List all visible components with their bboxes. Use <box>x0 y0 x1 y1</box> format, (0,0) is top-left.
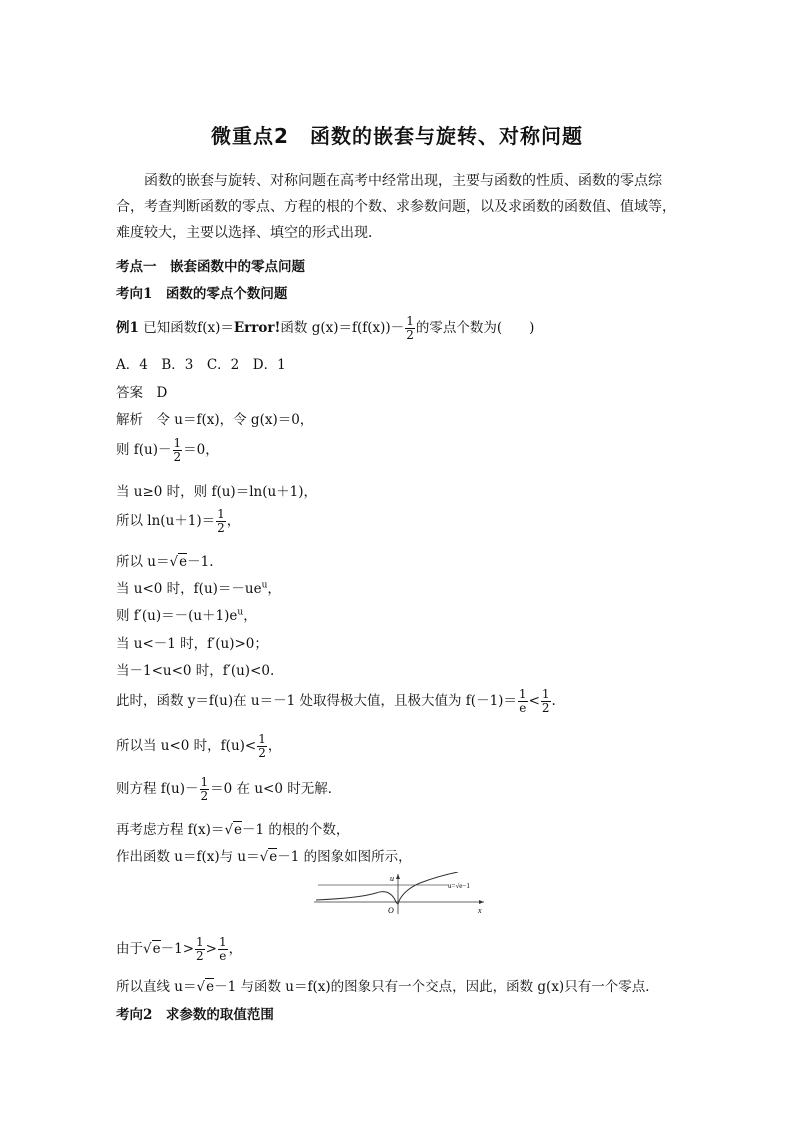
fraction-one-over-e: $\frac{1}{e}$ <box>218 935 227 963</box>
function-curve <box>316 872 458 904</box>
answer-line: 答案 D <box>116 385 168 401</box>
fraction-half: $\frac{1}{2}$ <box>217 507 225 535</box>
example-label: 例1 <box>116 320 139 336</box>
subsection-heading-1: 考向1 函数的零点个数问题 <box>116 286 288 302</box>
solution-line-6: 当 u<0 时，$f(u)=-ue^u$， <box>116 580 281 597</box>
example-text-b: 函数 g(x)＝f(f(x))－ <box>280 320 405 336</box>
options-line: A．4 B．3 C．2 D．1 <box>116 357 286 373</box>
solution-line-15: 由于√e－1> $\frac{1}{2}$ > $\frac{1}{e}$ ， <box>116 935 243 963</box>
u-axis-label: u <box>390 874 394 883</box>
fraction-half: $\frac{1}{2}$ <box>406 314 414 342</box>
solution-line-1: 解析 令 u＝f(x)，令 g(x)＝0， <box>116 412 314 428</box>
solution-line-9: 当－1<u<0 时，f′(u)<0. <box>116 663 275 679</box>
example-error: Error! <box>233 320 281 336</box>
fraction-half: $\frac{1}{2}$ <box>173 436 182 464</box>
x-axis-label: x <box>478 906 482 915</box>
solution-line-3: 当 u≥0 时，则 f(u)＝ln(u＋1)， <box>116 484 318 500</box>
u-axis-arrow <box>396 874 400 879</box>
origin-label: O <box>388 906 394 915</box>
section-heading-1: 考点一 嵌套函数中的零点问题 <box>116 259 305 275</box>
page-title: 微重点2 函数的嵌套与旋转、对称问题 <box>211 124 583 148</box>
example-text-c: 的零点个数为( ) <box>415 320 535 336</box>
solution-line-2: 则 f(u)－ $\frac{1}{2}$ ＝0， <box>116 436 219 464</box>
fraction-half: $\frac{1}{2}$ <box>258 732 266 760</box>
fraction-one-over-e: $\frac{1}{e}$ <box>518 687 527 715</box>
example-1 <box>116 315 534 342</box>
solution-line-10: 此时，函数 y＝f(u)在 u＝－1 处取得极大值，且极大值为 f(－1)＝ $\frac{1}{e}$ < $\frac{1}{2}$ . <box>116 687 556 715</box>
solution-line-4: 所以 ln(u＋1)＝ $\frac{1}{2}$ ， <box>116 507 241 535</box>
fraction-half: $\frac{1}{2}$ <box>200 775 209 803</box>
solution-line-8: 当 u<－1 时，f′(u)>0； <box>116 636 268 652</box>
solution-line-13: 再考虑方程 f(x)＝√e－1 的根的个数， <box>116 822 350 838</box>
subsection-heading-2: 考向2 求参数的取值范围 <box>116 1007 274 1023</box>
solution-line-12: 则方程 f(u)－ $\frac{1}{2}$ ＝0 在 u<0 时无解． <box>116 775 342 803</box>
solution-line-11: 所以当 u<0 时，f(u)< $\frac{1}{2}$ ， <box>116 732 282 760</box>
solution-line-14: 作出函数 u＝f(x)与 u＝√e－1 的图象如图所示， <box>116 849 412 865</box>
x-axis-arrow <box>479 900 484 904</box>
intro-paragraph: 函数的嵌套与旋转、对称问题在高考中经常出现，主要与函数的性质、函数的零点综合，考查判断函数的零点、方程的根的个数、求参数问题，以及求函数的函数值、值域等，难度较大，主要以选择、填空的形式出现． <box>116 173 676 241</box>
solution-line-16: 所以直线 u＝√e－1 与函数 u＝f(x)的图象只有一个交点，因此，函数 g(x)只有一个零点． <box>116 979 659 995</box>
fraction-half: $\frac{1}{2}$ <box>196 935 204 963</box>
function-graph <box>308 872 488 916</box>
solution-line-7: 则 $f'(u)=-(u+1)e^u$， <box>116 607 257 624</box>
line-label: u=√e−1 <box>448 882 470 890</box>
example-text-a: 已知函数 <box>143 320 198 336</box>
example-fx: f(x)＝ <box>197 320 234 336</box>
fraction-half: $\frac{1}{2}$ <box>541 687 550 715</box>
solution-line-5: 所以 u＝√e－1. <box>116 554 214 570</box>
